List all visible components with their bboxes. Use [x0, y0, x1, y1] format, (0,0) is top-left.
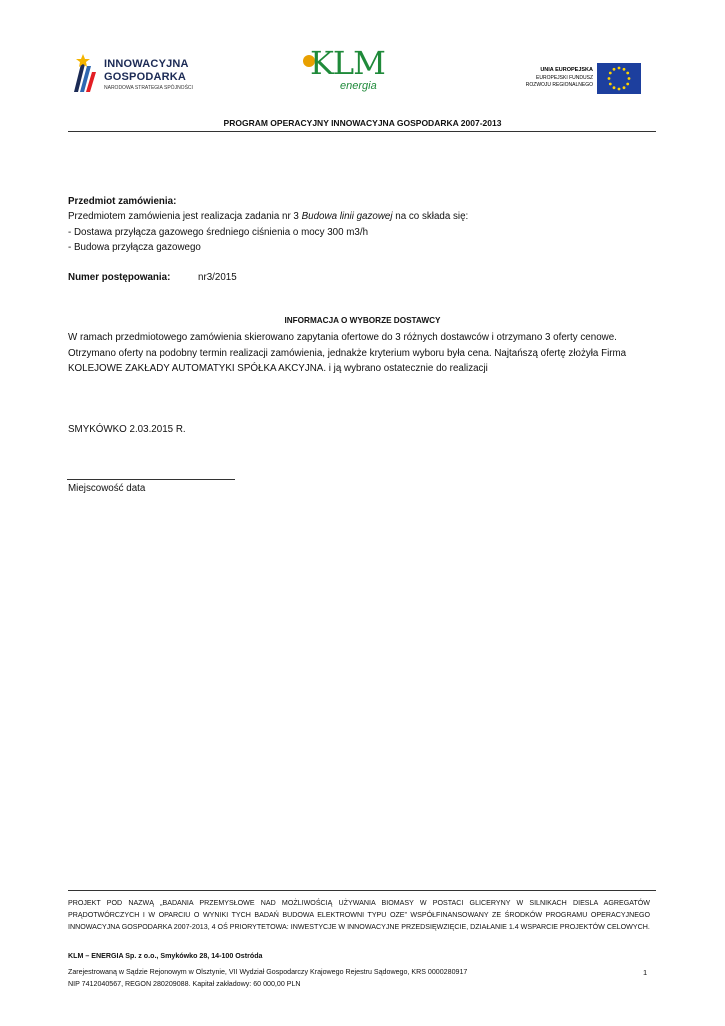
klm-energia-logo — [300, 32, 390, 96]
info-heading: INFORMACJA O WYBORZE DOSTAWCY — [284, 316, 441, 325]
subject-item-1: - Dostawa przyłącza gazowego średniego ciśnienia o mocy 300 m3/h — [68, 227, 369, 238]
footer-company: KLM – ENERGIA Sp. z o.o., Smykówko 28, 14-100 Ostróda — [68, 952, 263, 960]
page-number: 1 — [643, 968, 648, 977]
eu-fund-line: EUROPEJSKI FUNDUSZ — [536, 75, 593, 81]
subject-task-name: Budowa linii gazowej — [301, 211, 393, 222]
case-number-value: nr3/2015 — [198, 272, 237, 283]
subject-intro-b: na co składa się: — [392, 211, 469, 222]
place-date: SMYKÓWKO 2.03.2015 R. — [68, 424, 186, 435]
innowacyjna-gospodarka-logo — [70, 52, 210, 98]
ig-subtitle: NARODOWA STRATEGIA SPÓJNOŚCI — [104, 85, 193, 91]
eu-title: UNIA EUROPEJSKA — [540, 67, 593, 73]
info-line-2: Otrzymano oferty na podobny termin realizacji zamówienia, jednakże kryterium wyboru była cena. Najtańszą ofertę złożyła Firma — [68, 348, 627, 359]
klm-word: KLM — [310, 44, 385, 82]
footer-project-note: PROJEKT POD NAZWĄ „BADANIA PRZEMYSŁOWE NAD MOŻLIWOŚCIĄ UŻYWANIA BIOMASY W POSTACI GLICERYNY W SILNIKACH DIESLA AGREGATÓW PRĄDOTWÓRCZYCH I W OPARCIU O WYNIKI TYCH BADAŃ BUDOWA ELEKTROWNI TYPU OZE” WSPÓŁFINANSOWANY ZE ŚRODKÓW PROGRAMU OPERACYJNEGO INNOWACYJNA GOSPODARKA 2007-2013, 4 OŚ PRIORYTETOWA: INWESTYCJE W INNOWACYJNE PRZEDSIĘWZIĘCIE, DZIAŁANIE 1.4 WSPARCIE PROJEKTÓW CELOWYCH. — [68, 899, 650, 932]
footer-tax-info: NIP 7412040567, REGON 280209088. Kapitał zakładowy: 60 000,00 PLN — [68, 980, 301, 988]
footer-registry: Zarejestrowaną w Sądzie Rejonowym w Olsztynie, VII Wydział Gospodarczy Krajowego Rejestru Sądowego, KRS 0000280917 — [68, 968, 468, 976]
info-line-3: KOLEJOWE ZAKŁADY AUTOMATYKI SPÓŁKA AKCYJNA. i ją wybrano ostatecznie do realizacji — [68, 363, 488, 374]
info-line-1: W ramach przedmiotowego zamówienia skierowano zapytania ofertowe do 3 różnych dostawców i otrzymano 3 oferty cenowe. — [68, 332, 617, 343]
eu-fund-logo — [510, 63, 645, 97]
header-divider — [68, 131, 656, 132]
ig-title-line1: INNOWACYJNA — [104, 58, 189, 70]
program-title: PROGRAM OPERACYJNY INNOWACYJNA GOSPODARKA 2007-2013 — [223, 118, 502, 128]
subject-intro-a: Przedmiotem zamówienia jest realizacja zadania nr 3 — [68, 211, 302, 222]
klm-sub: energia — [340, 80, 377, 92]
ig-emblem-icon — [70, 52, 98, 94]
ig-title-line2: GOSPODARKA — [104, 71, 187, 83]
subject-intro — [68, 209, 468, 225]
eu-flag-icon — [597, 63, 641, 94]
eu-region-line: ROZWOJU REGIONALNEGO — [525, 82, 593, 88]
case-number-label: Numer postępowania: — [68, 272, 171, 283]
signature-line — [67, 479, 235, 480]
subject-item-2: - Budowa przyłącza gazowego — [68, 242, 201, 253]
footer-divider — [68, 890, 656, 891]
signature-caption: Miejscowość data — [68, 483, 146, 494]
subject-label: Przedmiot zamówienia: — [68, 196, 177, 207]
